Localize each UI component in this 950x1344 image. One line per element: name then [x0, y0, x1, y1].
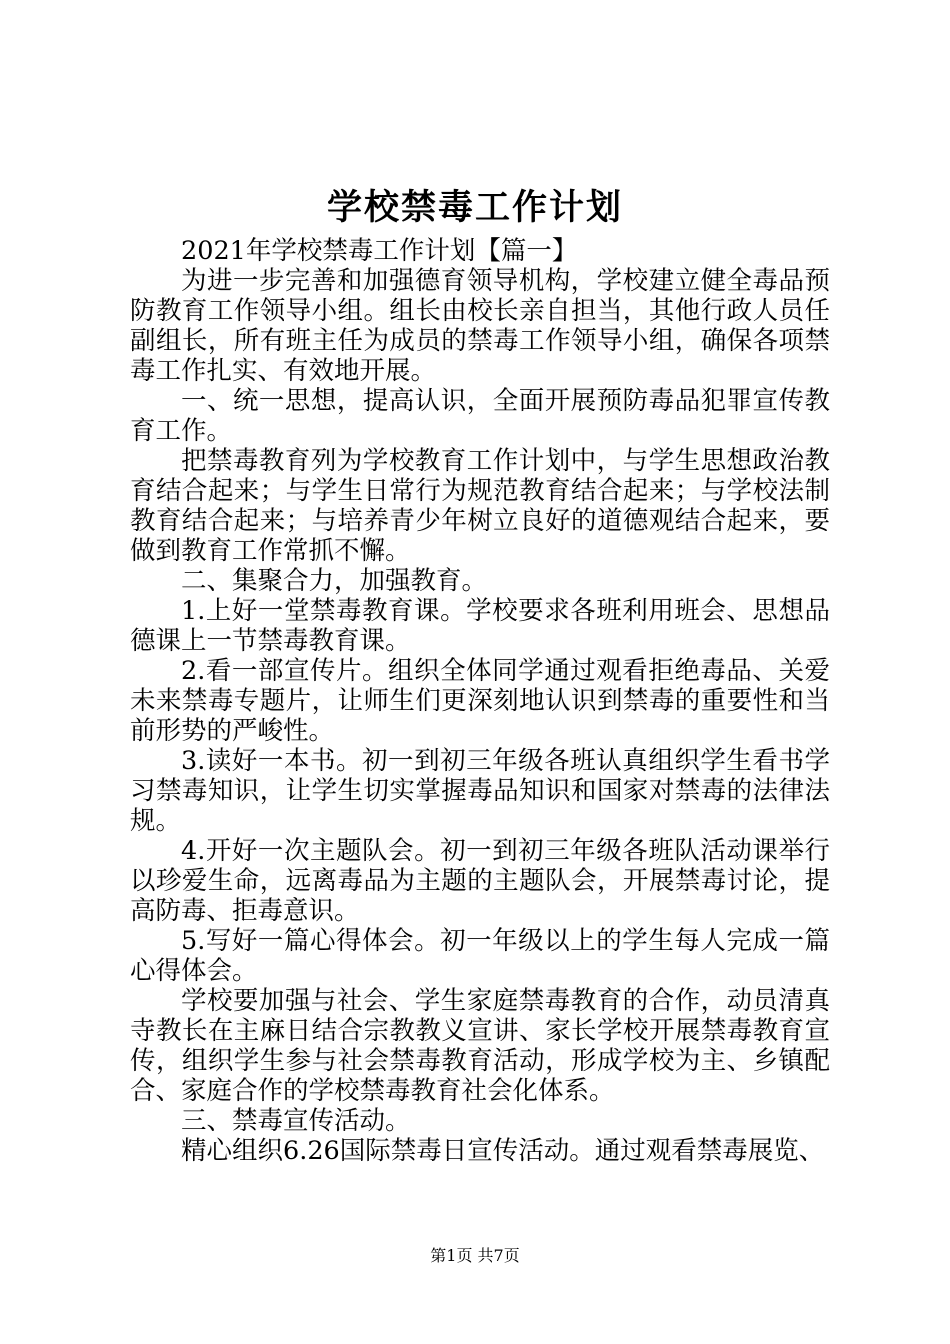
page-footer: 第1页 共7页: [430, 1246, 520, 1265]
paragraph: 学校要加强与社会、学生家庭禁毒教育的合作，动员清真寺教长在主麻日结合宗教教义宣讲、家长学校开展禁毒教育宣传，组织学生参与社会禁毒教育活动，形成学校为主、乡镇配合、家庭合作的学校禁毒教育社会化体系。: [130, 986, 830, 1106]
paragraph: 为进一步完善和加强德育领导机构，学校建立健全毒品预防教育工作领导小组。组长由校长亲自担当，其他行政人员任副组长，所有班主任为成员的禁毒工作领导小组，确保各项禁毒工作扎实、有效地开展。: [130, 266, 830, 386]
paragraph: 2.看一部宣传片。组织全体同学通过观看拒绝毒品、关爱未来禁毒专题片，让师生们更深刻地认识到禁毒的重要性和当前形势的严峻性。: [130, 656, 830, 746]
paragraph: 5.写好一篇心得体会。初一年级以上的学生每人完成一篇心得体会。: [130, 926, 830, 986]
paragraph: 三、禁毒宣传活动。: [181, 1106, 411, 1136]
paragraph: 2021年学校禁毒工作计划【篇一】: [181, 236, 578, 266]
paragraph: 4.开好一次主题队会。初一到初三年级各班队活动课举行以珍爱生命，远离毒品为主题的主题队会，开展禁毒讨论，提高防毒、拒毒意识。: [130, 836, 830, 926]
paragraph: 精心组织6.26国际禁毒日宣传活动。通过观看禁毒展览、: [181, 1136, 825, 1166]
paragraph: 1.上好一堂禁毒教育课。学校要求各班利用班会、思想品德课上一节禁毒教育课。: [130, 596, 830, 656]
paragraph: 二、集聚合力，加强教育。: [181, 566, 488, 596]
paragraph: 3.读好一本书。初一到初三年级各班认真组织学生看书学习禁毒知识，让学生切实掌握毒品知识和国家对禁毒的法律法规。: [130, 746, 830, 836]
document-body: [130, 236, 830, 1166]
paragraph: 把禁毒教育列为学校教育工作计划中，与学生思想政治教育结合起来；与学生日常行为规范教育结合起来；与学校法制教育结合起来；与培养青少年树立良好的道德观结合起来，要做到教育工作常抓不懈。: [130, 446, 830, 566]
paragraph: 一、统一思想，提高认识，全面开展预防毒品犯罪宣传教育工作。: [130, 386, 830, 446]
document-title: 学校禁毒工作计划: [326, 187, 623, 228]
